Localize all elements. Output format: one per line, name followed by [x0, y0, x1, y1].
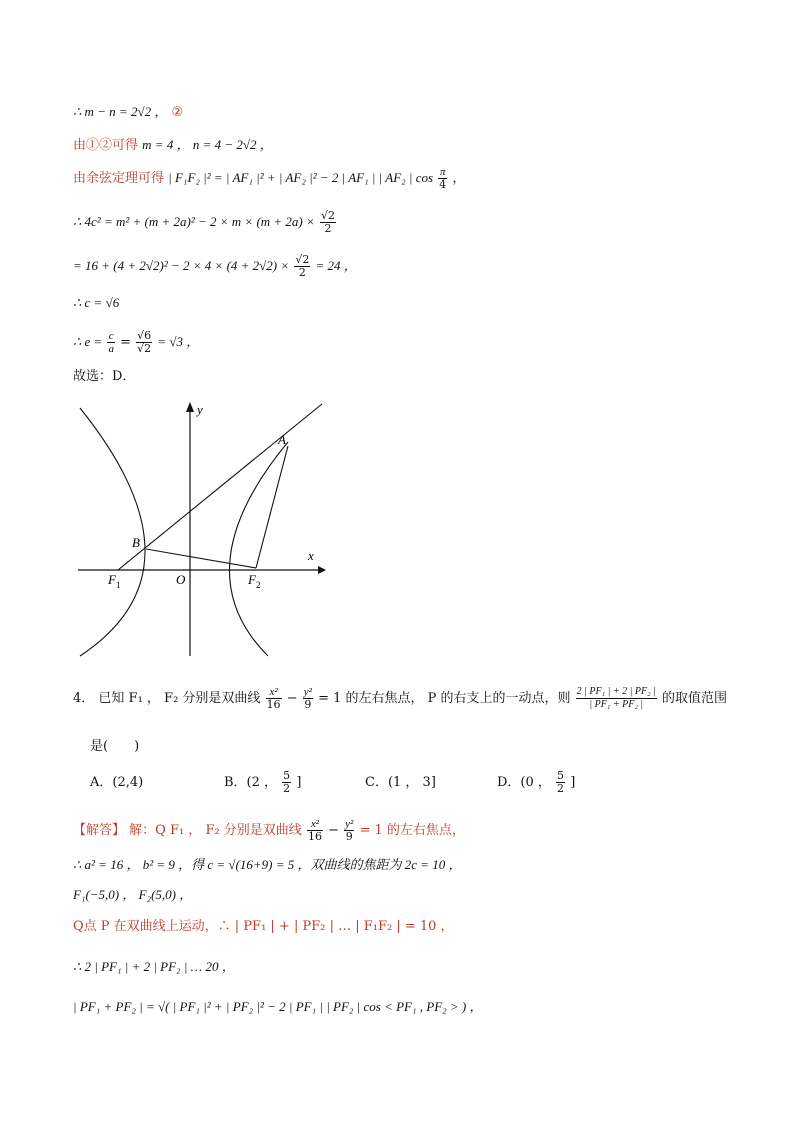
line7-fraction-2	[136, 330, 152, 355]
line-F1-A	[118, 404, 322, 570]
line7-f2-den: √2	[137, 342, 152, 355]
line3-prefix: 由余弦定理可得	[73, 171, 165, 186]
hyperbola-right-branch	[229, 442, 288, 656]
option-b-num: 5	[283, 769, 291, 782]
option-b-den: 2	[283, 782, 291, 795]
line7-f1-den: a	[108, 343, 114, 355]
derivation-line-3: 由余弦定理可得 | F₁F₂ |² = | AF₁ |² + | AF₂ |² − 2 | AF₁ | | AF₂ | cos $\frac{\pi}{4}$ ，	[73, 166, 466, 191]
option-d-frac	[556, 770, 565, 795]
answer-line-5	[73, 958, 235, 977]
answer-line-6	[73, 998, 483, 1017]
line4-math: ∴ 4c² = m² + (m + 2a)² − 2 × m × (m + 2a) ×	[73, 214, 315, 229]
label-B: B	[132, 535, 140, 550]
hyp-den2: 9	[304, 698, 312, 711]
hyperbola-figure	[70, 398, 330, 660]
answer-line-1: 【解答】 解：Q F₁ ， F₂ 分别是双曲线 $\frac{\text{x²}}{16}$ − $\frac{\text{y²}}{9}$ = 1 的左右焦点，	[73, 818, 465, 843]
answer-line-4	[73, 918, 454, 936]
line4-fraction	[320, 210, 336, 235]
line7-head: ∴ e =	[73, 334, 103, 349]
label-A: A	[278, 432, 286, 447]
line3-frac-den: 4	[439, 178, 447, 191]
hyp-minus: −	[286, 691, 298, 706]
derivation-line-8	[73, 368, 135, 386]
question-text-b: 的左右焦点， P 的右支上的一动点，则	[345, 691, 571, 706]
expr-den: | PF₁ + PF₂ |	[589, 699, 644, 710]
line3-math: | F₁F₂ |² = | AF₁ |² + | AF₂ |² − 2 | AF₁ | | AF₂ | cos	[168, 170, 434, 185]
derivation-line-1	[73, 103, 183, 122]
line6-math: ∴ c = √6	[73, 295, 120, 310]
label-F1-sub: 1	[116, 580, 121, 590]
question-4-cont	[90, 738, 139, 756]
label-x: x	[308, 548, 314, 563]
option-c[interactable]	[365, 774, 436, 792]
label-F1: F	[108, 572, 116, 587]
answer-frac-2	[344, 818, 354, 843]
hyperbola-left-branch	[80, 408, 145, 656]
line5-frac-num: √2	[295, 253, 310, 266]
option-a-label: A．(2,4)	[90, 775, 144, 790]
x-axis-arrow	[318, 566, 326, 574]
answer-num2: y²	[345, 818, 354, 830]
answer-prefix: 解：Q F₁ ， F₂ 分别是双曲线	[129, 823, 302, 838]
question-4	[73, 686, 727, 711]
answer-num1: x²	[307, 818, 323, 831]
answer-den1: 16	[307, 830, 322, 843]
hyp-eq: = 1	[318, 691, 342, 706]
derivation-line-5	[73, 254, 357, 279]
hyp-num1: x²	[266, 686, 282, 699]
answer-den2: 9	[345, 830, 353, 843]
label-F2-sub: 2	[256, 580, 261, 590]
option-d-tail: ]	[570, 775, 576, 790]
option-d-num: 5	[557, 769, 565, 782]
y-axis-arrow	[186, 402, 194, 412]
option-b[interactable]	[224, 770, 301, 795]
line5-math: = 16 + (4 + 2√2)² − 2 × 4 × (4 + 2√2) ×	[73, 258, 290, 273]
answer-tag: 【解答】	[73, 823, 126, 838]
expr-num: 2 | PF₁ | + 2 | PF₂ |	[576, 686, 656, 697]
answer-line-3	[73, 886, 192, 905]
answer-suffix: = 1 的左右焦点，	[359, 823, 465, 838]
label-F2: F	[248, 572, 256, 587]
line7-f1-num: c	[108, 330, 114, 342]
option-c-label: C．(1 ， 3]	[365, 775, 436, 790]
line1-math: ∴ m − n = 2√2 ，	[73, 104, 168, 119]
hyp-num2: y²	[303, 686, 312, 698]
choice-conclusion: 故选：D．	[73, 369, 136, 384]
option-b-label: B．(2 ，	[224, 775, 278, 790]
segment-A-F2	[256, 446, 288, 568]
line7-fraction-1	[107, 330, 115, 355]
answer-a2: ∴ a² = 16 ， b² = 9 ，得 c = √(16+9) = 5 ，双曲线的焦距为 2c = 10 ，	[73, 857, 462, 872]
question-text-d: 是( )	[90, 739, 140, 754]
option-d[interactable]	[497, 770, 575, 795]
line7-tail: = √3 ，	[157, 334, 200, 349]
line2-math: m = 4 ， n = 4 − 2√2 ，	[142, 137, 273, 152]
derivation-line-7: ∴ e = $\frac{c}{a}$ = $\frac{√6}{√2}$ = √3 ，	[73, 329, 200, 355]
label-O: O	[176, 572, 186, 587]
derivation-line-2	[73, 136, 273, 155]
label-y: y	[197, 402, 203, 417]
answer-a3: F₁(−5,0) ， F₂(5,0) ，	[73, 887, 193, 902]
answer-line-2	[73, 856, 462, 875]
line5-frac-den: 2	[298, 266, 306, 279]
line2-prefix: 由①②可得	[73, 138, 139, 153]
line3-frac-num: π	[439, 166, 446, 178]
question-text-c: 的取值范围	[661, 691, 727, 706]
derivation-line-6	[73, 294, 119, 313]
line4-frac-den: 2	[324, 222, 332, 235]
question-number: 4．	[73, 691, 95, 706]
expression-fraction	[576, 686, 657, 711]
hyp-den1: 16	[266, 698, 281, 711]
line3-fraction	[438, 166, 447, 191]
hyperbola-frac-2	[303, 686, 313, 711]
option-b-tail: ]	[296, 775, 302, 790]
answer-a4: Q点 P 在双曲线上运动，∴ | PF₁ | + | PF₂ | … | F₁F₂ | = 10 ，	[73, 919, 454, 934]
option-b-frac	[282, 770, 291, 795]
line5-fraction	[294, 254, 310, 279]
answer-a6: | PF₁ + PF₂ | = √( | PF₁ |² + | PF₂ |² − 2 | PF₁ | | PF₂ | cos < PF₁ , PF₂ > ) ，	[73, 999, 483, 1014]
answer-a5: ∴ 2 | PF₁ | + 2 | PF₂ | … 20 ，	[73, 959, 235, 974]
line7-f2-num: √6	[137, 329, 152, 342]
question-text-a: 已知 F₁ ， F₂ 分别是双曲线	[98, 691, 261, 706]
line4-frac-num: √2	[320, 209, 335, 222]
option-d-den: 2	[557, 782, 565, 795]
option-a[interactable]	[90, 774, 143, 792]
hyperbola-frac-1	[266, 686, 282, 711]
circled-number: ②	[171, 105, 184, 120]
answer-frac-1	[307, 818, 323, 843]
segment-B-F2	[146, 549, 256, 568]
option-d-label: D．(0 ，	[497, 775, 551, 790]
line5-tail: = 24 ，	[315, 258, 357, 273]
derivation-line-4	[73, 210, 337, 235]
